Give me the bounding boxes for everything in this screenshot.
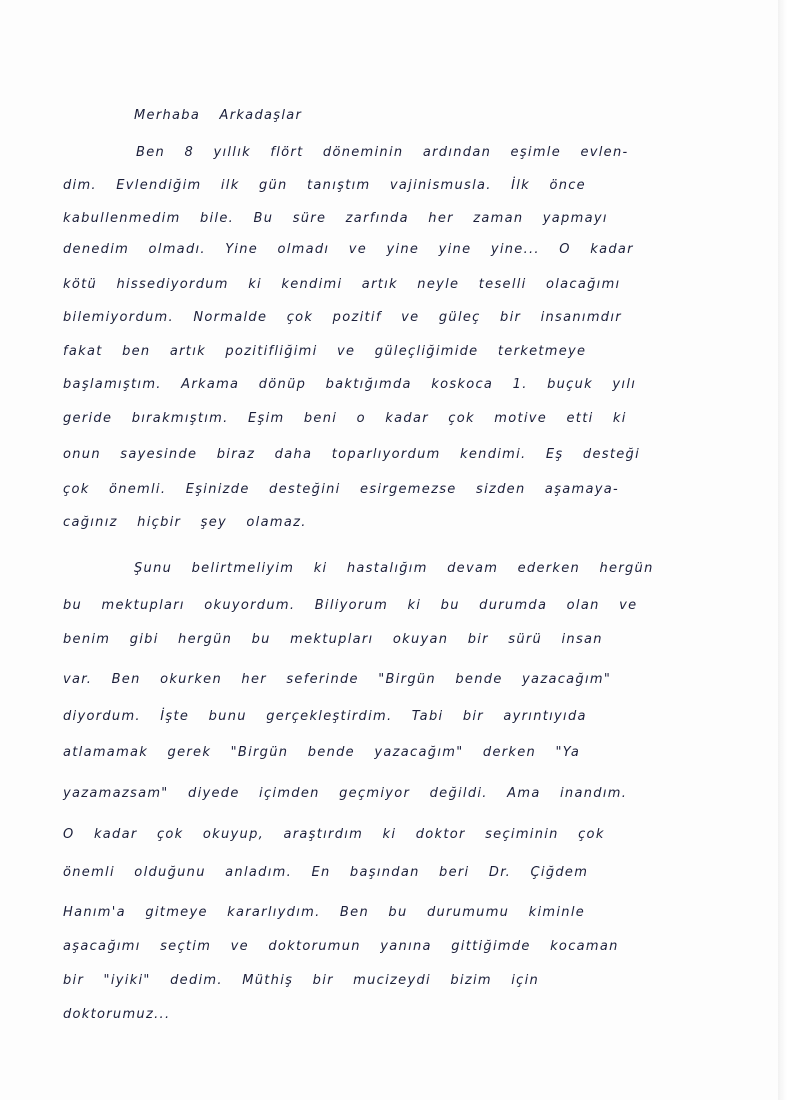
letter-line: Hanım'a gitmeye kararlıydım. Ben bu durumumu kiminle xyxy=(63,905,586,920)
letter-line: bu mektupları okuyordum. Biliyorum ki bu durumda olan ve xyxy=(63,598,638,613)
letter-line: diyordum. İşte bunu gerçekleştirdim. Tabi bir ayrıntıyıda xyxy=(63,709,587,724)
letter-line: kabullenmedim bile. Bu süre zarfında her zaman yapmayı xyxy=(63,211,608,226)
letter-line: geride bırakmıştım. Eşim beni o kadar çok motive etti ki xyxy=(63,411,627,426)
letter-line: Şunu belirtmeliyim ki hastalığım devam ederken hergün xyxy=(134,561,654,576)
letter-line: önemli olduğunu anladım. En başından beri Dr. Çiğdem xyxy=(63,865,589,880)
letter-greeting: Merhaba Arkadaşlar xyxy=(134,108,303,123)
letter-line: cağınız hiçbir şey olamaz. xyxy=(63,515,307,530)
letter-line: fakat ben artık pozitifliğimi ve güleçliğimide terketmeye xyxy=(63,344,587,359)
letter-line: doktorumuz... xyxy=(63,1007,171,1022)
letter-line: var. Ben okurken her seferinde "Birgün bende yazacağım" xyxy=(63,672,612,687)
letter-line: atlamamak gerek "Birgün bende yazacağım" derken "Ya xyxy=(63,745,581,760)
letter-line: bilemiyordum. Normalde çok pozitif ve güleç bir insanımdır xyxy=(63,310,622,325)
letter-line: aşacağımı seçtim ve doktorumun yanına gittiğimde kocaman xyxy=(63,939,619,954)
letter-line: benim gibi hergün bu mektupları okuyan bir sürü insan xyxy=(63,632,603,647)
letter-line: kötü hissediyordum ki kendimi artık neyle teselli olacağımı xyxy=(63,277,621,292)
letter-line: bir "iyiki" dedim. Müthiş bir mucizeydi bizim için xyxy=(63,973,540,988)
letter-line: onun sayesinde biraz daha toparlıyordum kendimi. Eş desteği xyxy=(63,447,641,462)
letter-line: yazamazsam" diyede içimden geçmiyor değildi. Ama inandım. xyxy=(63,786,628,801)
scan-edge xyxy=(778,0,800,1100)
letter-line: denedim olmadı. Yine olmadı ve yine yine yine... O kadar xyxy=(63,242,634,257)
letter-line: dim. Evlendiğim ilk gün tanıştım vajinismusla. İlk önce xyxy=(63,178,586,193)
letter-line: çok önemli. Eşinizde desteğini esirgemezse sizden aşamaya- xyxy=(63,482,620,497)
letter-line: Ben 8 yıllık flört döneminin ardından eşimle evlen- xyxy=(136,145,629,160)
letter-line: başlamıştım. Arkama dönüp baktığımda koskoca 1. buçuk yılı xyxy=(63,377,637,392)
letter-line: O kadar çok okuyup, araştırdım ki doktor seçiminin çok xyxy=(63,827,605,842)
